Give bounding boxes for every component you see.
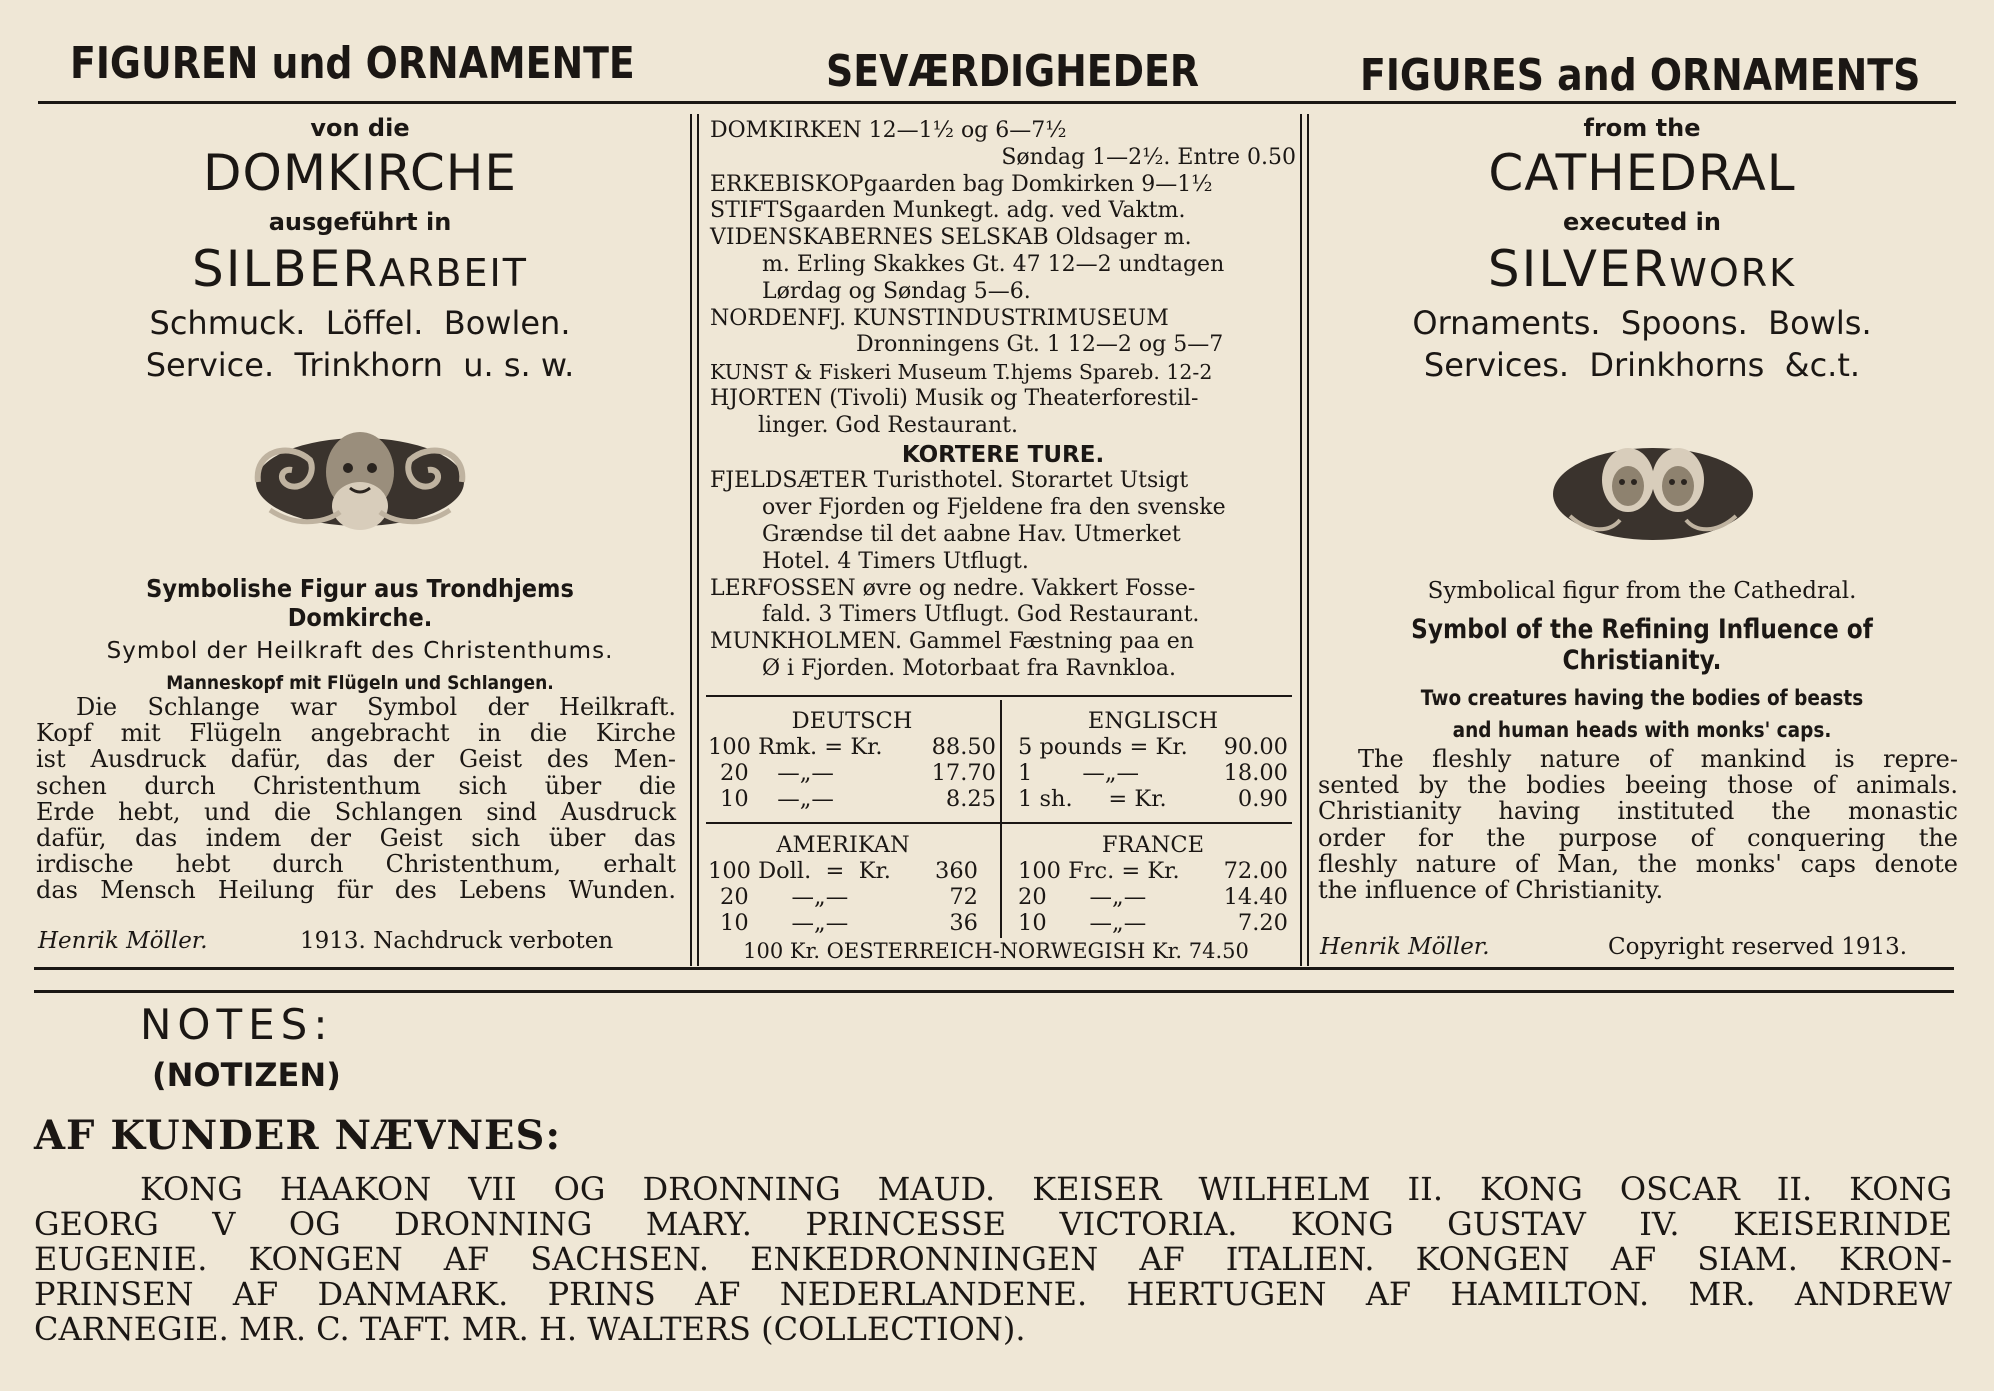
currency-row <box>1018 910 1288 936</box>
right-caption-2: Symbol of the Refining Influence of Christianity. <box>1411 614 1873 676</box>
currency-value: 7.20 <box>1237 910 1288 936</box>
currency-value: 88.50 <box>931 734 996 760</box>
currency-row <box>1018 786 1288 812</box>
products-line-1: Ornaments. Spoons. Bowls. <box>1412 304 1872 342</box>
bottom-rule <box>34 967 1954 970</box>
customers-title: AF KUNDER NÆVNES: <box>34 1112 562 1159</box>
currency-value: 18.00 <box>1223 760 1288 786</box>
bottom-rule <box>34 990 1954 993</box>
left-author: Henrik Möller. <box>38 928 208 954</box>
cathedral-title: CATHEDRAL <box>1488 144 1796 202</box>
currency-row <box>1018 734 1288 760</box>
currency-row <box>1018 884 1288 910</box>
right-paragraph-line: Christianity having instituted the monastic <box>1318 797 1958 826</box>
currency-title: AMERIKAN <box>776 832 910 858</box>
silberarbeit-title <box>40 240 680 298</box>
right-paragraph-line: the influence of Christianity. <box>1318 876 1664 905</box>
currency-value: 14.40 <box>1223 884 1288 910</box>
center-frame-line <box>697 114 699 966</box>
tour-line: over Fjorden og Fjeldene fra den svenske <box>762 495 1226 521</box>
products-line-1: Schmuck. Löffel. Bowlen. <box>149 304 571 342</box>
customers-line: EUGENIE. KONGEN AF SACHSEN. ENKEDRONNINGEN AF ITALIEN. KONGEN AF SIAM. KRON- <box>34 1240 1952 1278</box>
currency-row <box>708 884 978 910</box>
left-paragraph <box>36 694 676 904</box>
left-captions <box>40 574 680 694</box>
currency-title: DEUTSCH <box>791 708 913 734</box>
currency-deutsch <box>708 708 996 812</box>
currency-title: FRANCE <box>1101 832 1205 858</box>
left-column <box>40 114 680 384</box>
sight-line: Søndag 1—2½. Entre 0.50 <box>1001 144 1296 170</box>
sights-list <box>710 118 1296 683</box>
sight-line: Dronningens Gt. 1 12—2 og 5—7 <box>856 332 1224 358</box>
left-caption-1: Symbolishe Figur aus Trondhjems Domkirche. <box>146 574 574 632</box>
domkirche-title: DOMKIRCHE <box>203 144 517 202</box>
sight-line: m. Erling Skakkes Gt. 47 12—2 undtagen <box>762 251 1225 277</box>
currency-label: 20 —„— <box>720 884 849 910</box>
center-frame-line <box>690 114 692 966</box>
tour-line: Ø i Fjorden. Motorbaat fra Ravnkloa. <box>762 655 1176 681</box>
tour-line: MUNKHOLMEN. Gammel Fæstning paa en <box>710 629 1194 655</box>
sight-line: DOMKIRKEN 12—1½ og 6—7½ <box>710 118 1067 143</box>
right-paragraph-line: sented by the bodies beeing those of animals. <box>1318 771 1958 800</box>
center-frame-line <box>1300 114 1302 966</box>
notes-subtitle: (NOTIZEN) <box>152 1056 341 1094</box>
center-frame-line <box>1307 114 1309 966</box>
sight-line: ERKEBISKOPgaarden bag Domkirken 9—1½ <box>710 171 1213 197</box>
tour-line: fald. 3 Timers Utflugt. God Restaurant. <box>762 602 1200 628</box>
currency-row <box>1018 760 1288 786</box>
sight-line: VIDENSKABERNES SELSKAB Oldsager m. <box>710 225 1192 251</box>
currency-englisch <box>1018 708 1288 812</box>
left-paragraph-line: ist Ausdruck dafür, das der Geist des Men- <box>36 745 676 774</box>
right-caption-3: Two creatures having the bodies of beasts <box>1420 686 1864 710</box>
right-paragraph-line: order for the purpose of conquering the <box>1318 823 1958 852</box>
currency-value: 0.90 <box>1237 786 1288 812</box>
currency-row <box>708 734 996 760</box>
currency-row <box>708 910 978 936</box>
currency-label: 1 —„— <box>1018 760 1140 786</box>
tours-title: KORTERE TURE. <box>901 441 1105 468</box>
silber-word: SILBER <box>192 240 380 298</box>
currency-divider <box>1000 700 1002 962</box>
right-paragraph-line: The fleshly nature of mankind is repre- <box>1358 745 1958 773</box>
from-the-label: from the <box>1583 114 1701 142</box>
right-column <box>1310 114 1974 384</box>
ausgefuhrt-label: ausgeführt in <box>268 208 452 236</box>
left-footer: 1913. Nachdruck verboten <box>300 928 614 954</box>
left-paragraph-line: Die Schlange war Symbol der Heilkraft. <box>76 693 676 721</box>
currency-top-rule <box>706 695 1292 697</box>
left-paragraph-line: schen durch Christenthum sich über die <box>36 771 676 800</box>
von-die-label: von die <box>310 114 410 142</box>
products-line-2: Services. Drinkhorns &c.t. <box>1423 346 1861 384</box>
currency-label: 1 sh. = Kr. <box>1018 786 1167 812</box>
currency-row <box>1018 858 1288 884</box>
customers-line: GEORG V OG DRONNING MARY. PRINCESSE VICTORIA. KONG GUSTAV IV. KEISERINDE <box>34 1205 1952 1243</box>
executed-label: executed in <box>1563 208 1721 236</box>
currency-value: 72.00 <box>1223 858 1288 884</box>
tour-line: FJELDSÆTER Turisthotel. Storartet Utsigt <box>710 468 1189 494</box>
currency-value: 8.25 <box>945 786 996 812</box>
currency-label: 10 —„— <box>720 786 834 812</box>
currency-label: 20 —„— <box>720 760 834 786</box>
notes-title: NOTES: <box>140 1000 334 1049</box>
left-paragraph-line: irdische hebt durch Christenthum, erhalt <box>36 850 676 879</box>
currency-label: 100 Frc. = Kr. <box>1018 858 1180 884</box>
customers-line: PRINSEN AF DANMARK. PRINS AF NEDERLANDENE. HERTUGEN AF HAMILTON. MR. ANDREW <box>34 1275 1952 1313</box>
currency-value: 36 <box>949 910 978 936</box>
tour-line: Hotel. 4 Timers Utflugt. <box>762 548 1029 574</box>
currency-mid-rule <box>706 822 1292 824</box>
silverwork-title <box>1310 240 1974 298</box>
sight-line: HJORTEN (Tivoli) Musik og Theaterforestil- <box>710 385 1199 411</box>
currency-france <box>1018 832 1288 936</box>
currency-value: 360 <box>935 858 978 884</box>
currency-row <box>708 786 996 812</box>
header-rule <box>38 101 1956 104</box>
right-footer: Copyright reserved 1913. <box>1608 934 1908 960</box>
currency-label: 5 pounds = Kr. <box>1018 734 1188 760</box>
currency-value: 17.70 <box>931 760 996 786</box>
currency-label: 10 —„— <box>720 910 849 936</box>
carved-monks-figure-icon <box>1550 436 1756 546</box>
left-paragraph-line: Erde hebt, und die Schlangen sind Ausdruck <box>36 797 676 826</box>
carved-head-figure-icon <box>250 420 470 536</box>
currency-value: 90.00 <box>1223 734 1288 760</box>
left-paragraph-line: Kopf mit Flügeln angebracht in die Kirche <box>36 719 676 748</box>
customers-line: KONG HAAKON VII OG DRONNING MAUD. KEISER WILHELM II. KONG OSCAR II. KONG <box>140 1170 1952 1208</box>
sight-line: KUNST & Fiskeri Museum T.hjems Spareb. 12-2 <box>710 360 1213 385</box>
currency-amerikan <box>708 832 978 936</box>
currency-value: 72 <box>949 884 978 910</box>
customers-list <box>34 1172 1952 1347</box>
right-author: Henrik Möller. <box>1320 934 1490 960</box>
right-paragraph <box>1318 746 1958 903</box>
products-line-2: Service. Trinkhorn u. s. w. <box>145 346 575 384</box>
currency-row <box>708 858 978 884</box>
right-caption-1: Symbolical figur from the Cathedral. <box>1427 578 1857 604</box>
tour-line: LERFOSSEN øvre og nedre. Vakkert Fosse- <box>710 575 1196 601</box>
right-captions <box>1310 578 1974 742</box>
header-right-title: FIGURES and ORNAMENTS <box>1360 50 1921 101</box>
currency-row <box>708 760 996 786</box>
customers-line: CARNEGIE. MR. C. TAFT. MR. H. WALTERS (COLLECTION). <box>34 1310 1026 1348</box>
currency-label: 100 Doll. = Kr. <box>708 858 891 884</box>
currency-title: ENGLISCH <box>1087 708 1219 734</box>
left-paragraph-line: das Mensch Heilung für des Lebens Wunden. <box>36 876 676 905</box>
work-word: WORK <box>1669 251 1797 295</box>
right-caption-4: and human heads with monks' caps. <box>1452 718 1832 742</box>
silver-word: SILVER <box>1487 240 1670 298</box>
sight-line: STIFTSgaarden Munkegt. adg. ved Vaktm. <box>710 198 1186 224</box>
currency-label: 100 Rmk. = Kr. <box>708 734 883 760</box>
currency-label: 10 —„— <box>1018 910 1147 936</box>
left-caption-3: Manneskopf mit Flügeln und Schlangen. <box>166 672 554 694</box>
arbeit-word: ARBEIT <box>379 251 528 295</box>
header-center-title: SEVÆRDIGHEDER <box>826 46 1200 97</box>
tour-line: Grændse til det aabne Hav. Utmerket <box>762 521 1181 547</box>
sight-line: linger. God Restaurant. <box>758 412 1018 438</box>
currency-footer: 100 Kr. OESTERREICH-NORWEGISH Kr. 74.50 <box>700 938 1292 964</box>
sight-line: Lørdag og Søndag 5—6. <box>762 278 1031 304</box>
left-caption-2: Symbol der Heilkraft des Christenthums. <box>106 638 614 664</box>
header-left-title: FIGUREN und ORNAMENTE <box>70 38 635 89</box>
sight-line: NORDENFJ. KUNSTINDUSTRIMUSEUM <box>710 305 1169 331</box>
right-paragraph-line: fleshly nature of Man, the monks' caps denote <box>1318 849 1958 878</box>
currency-label: 20 —„— <box>1018 884 1147 910</box>
left-paragraph-line: dafür, das indem der Geist sich über das <box>36 824 676 853</box>
